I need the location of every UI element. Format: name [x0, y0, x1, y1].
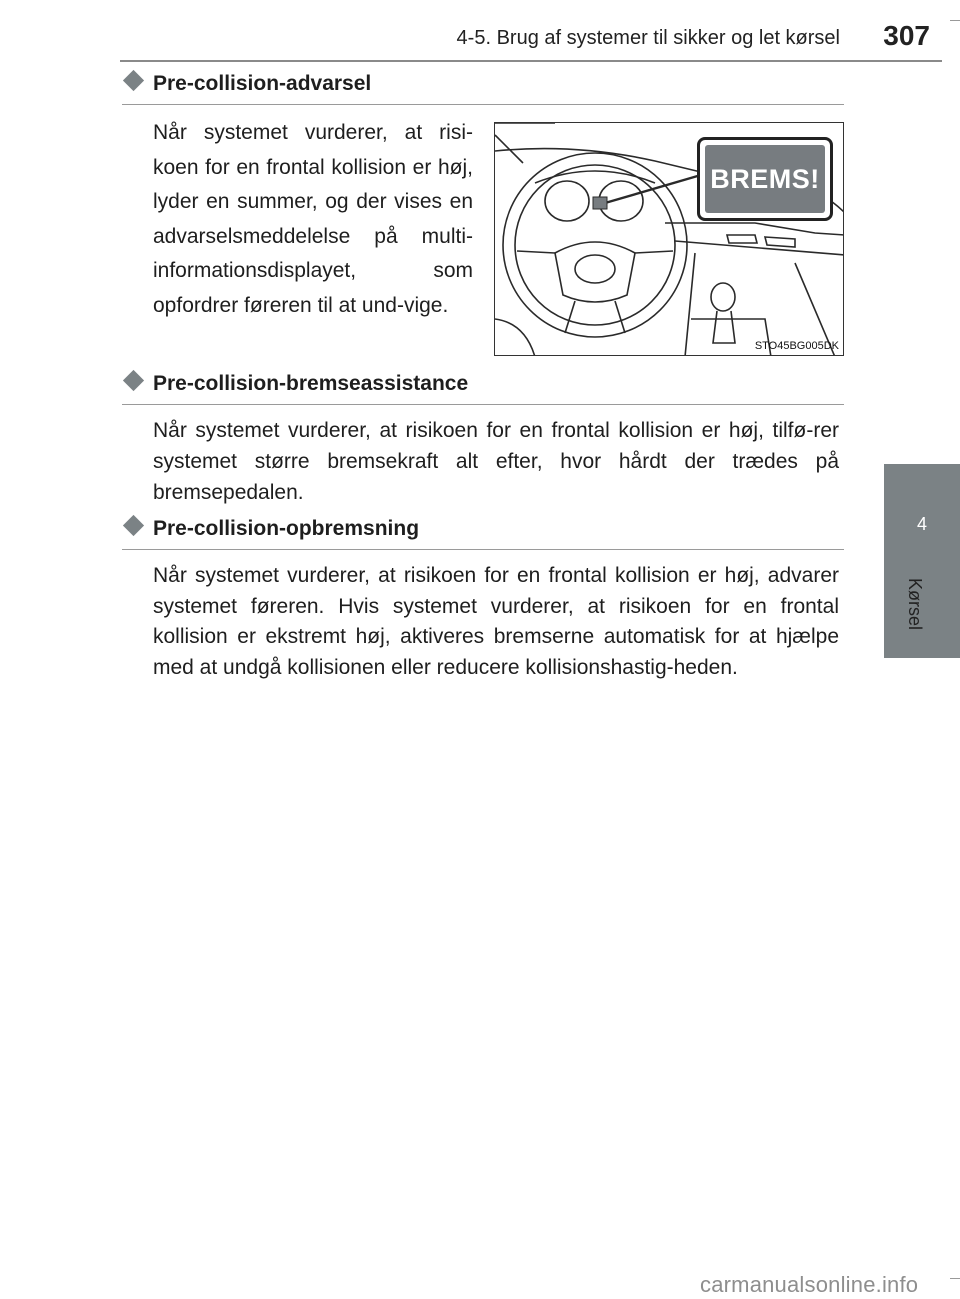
corner-tick — [950, 20, 960, 21]
section-heading — [122, 372, 844, 405]
chapter-number: 4 — [916, 514, 927, 534]
section-heading — [122, 72, 844, 105]
corner-tick — [950, 1278, 960, 1279]
section-heading-text: Pre-collision-bremseassistance — [153, 372, 469, 395]
header-title: 4-5. Brug af systemer til sikker og let kørsel — [456, 27, 840, 49]
diamond-bullet-icon — [123, 370, 144, 391]
section-body: Når systemet vurderer, at risikoen for en frontal kollision er høj, tilfø-rer systemet større bremsekraft alt efter, hvor hårdt der trædes på bremsepedalen. — [153, 419, 839, 504]
brems-warning-display — [697, 137, 833, 221]
dashboard-illustration — [494, 122, 844, 356]
page-header — [120, 0, 942, 60]
section-body: Når systemet vurderer, at risi-koen for en frontal kollision er høj, lyder en summer, og der vises en advarselsmeddelelse på multi-informationsdisplayet, som opfordrer føreren til at und-vige. — [153, 121, 473, 317]
section-heading-text: Pre-collision-opbremsning — [153, 517, 420, 540]
figure-code: STO45BG005DK — [754, 340, 839, 352]
section-heading — [122, 517, 844, 550]
chapter-label: Kørsel — [905, 578, 925, 631]
diamond-bullet-icon — [123, 70, 144, 91]
header-rule — [120, 60, 942, 62]
watermark: carmanualsonline.info — [700, 1272, 919, 1297]
diamond-bullet-icon — [123, 515, 144, 536]
page-number: 307 — [883, 20, 930, 51]
section-heading-text: Pre-collision-advarsel — [153, 72, 372, 95]
section-body: Når systemet vurderer, at risikoen for en frontal kollision er høj, advarer systemet føreren. Hvis systemet vurderer, at risikoen for en frontal kollision er ekstremt høj, aktiveres bremserne automatisk for at hjælpe med at undgå kollisionen eller reducere kollisionshastig-heden. — [153, 564, 839, 679]
brems-warning-text: BREMS! — [705, 145, 825, 213]
